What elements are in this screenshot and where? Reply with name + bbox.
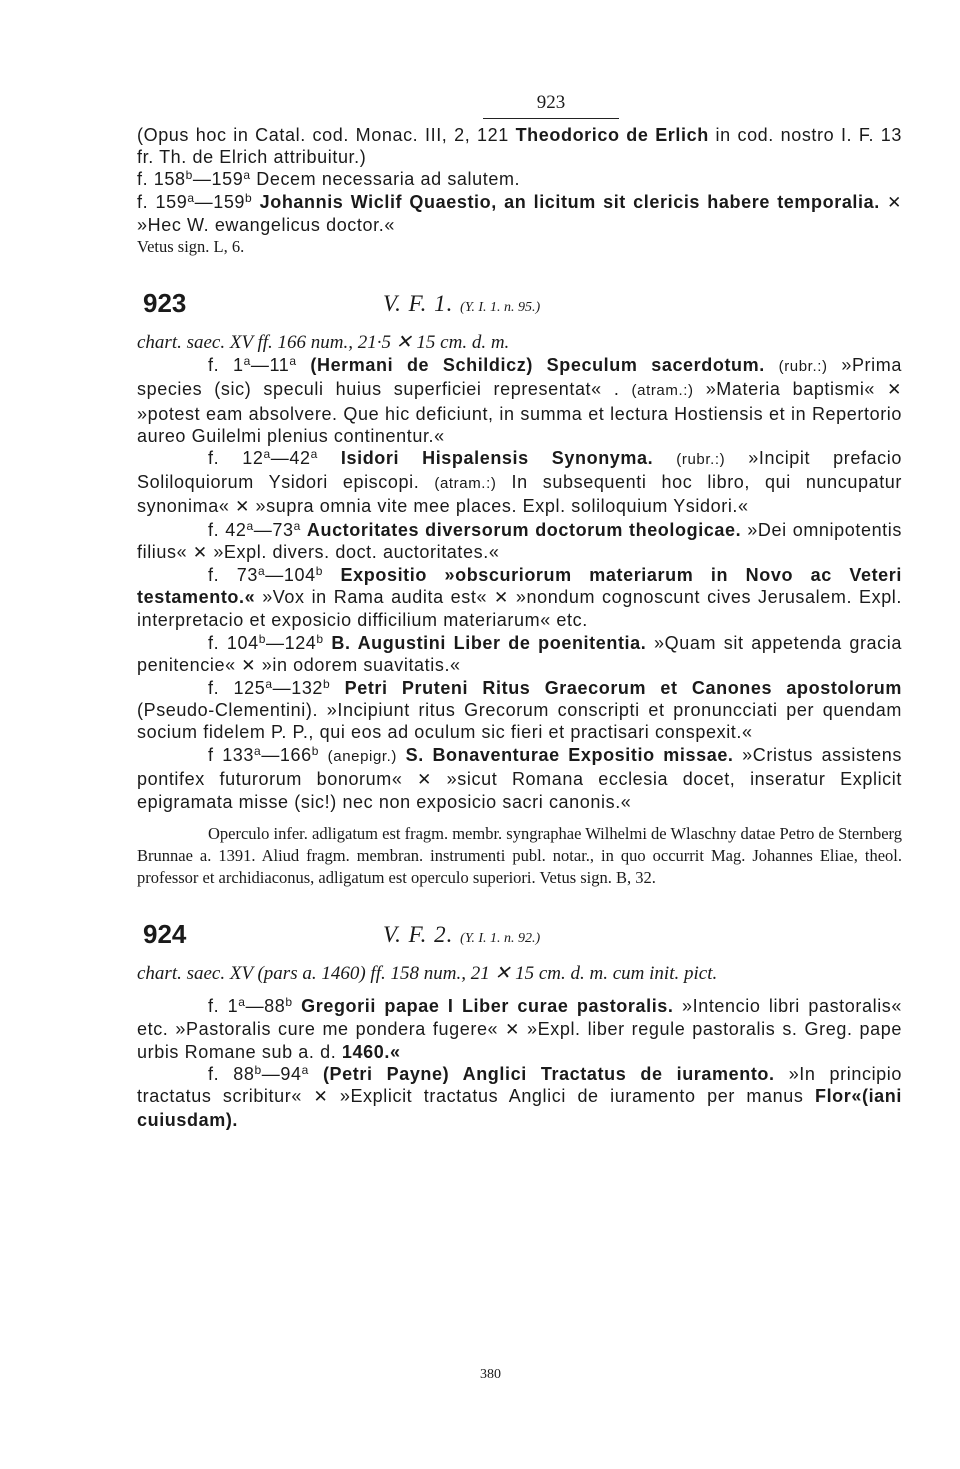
content-item: f 133$^a$—166$^b$ (anepigr.) S. Bonaventurae Expositio missae. »Cristus assistens pontifex futurorum bonorum« ✕ »sicut Romana ecclesia docet, inseratur Explicit epigramata misse (sic!) nec non exposicio sacri canonis.« — [137, 743, 903, 813]
old-signature: Vetus sign. L, 6. — [137, 237, 245, 257]
continuation-item: f. 158$^b$—159$^a$ Decem necessaria ad salutem. — [137, 168, 521, 190]
content-item: f. 1$^a$—11$^a$ (Hermani de Schildicz) Speculum sacerdotum. (rubr.:) »Prima species (sic) speculi huius superficiei representat« . (atram.:) »Materia baptismi« ✕ »potest eam absolvere. Que hic deficiunt, in summa et lectura Hostiensis et in Repertorio aureo Guilelmi plenius continentur.« — [137, 354, 902, 446]
content-item: f. 42$^a$—73$^a$ Auctoritates diversorum doctorum theologicae. »Dei omnipotentis filius« ✕ »Expl. divers. doct. auctoritates.« — [137, 518, 902, 563]
cross-mark: ✕ — [192, 542, 208, 563]
physical-description: chart. saec. XV ff. 166 num., 21·5 ✕ 15 cm. d. m. — [137, 332, 510, 354]
footer-page-number: 380 — [480, 1367, 501, 1382]
binding-note: Operculo infer. adligatum est fragm. membr. syngraphae Wilhelmi de Wlaschny datae Petro de Sternberg Brunnae a. 1391. Aliud fragm. membran. instrumenti publ. notar., in quo occurrit Mag. Johannes Eliae, theol. professor et archidiaconus, adligatum est operculo superiori. Vetus sign. B, 32. — [137, 824, 902, 888]
content-item: f. 88$^b$—94$^a$ (Petri Payne) Anglici Tractatus de iuramento. »In principio tractatus scribitur« ✕ »Explicit tractatus Anglici de iuramento per manus Flor«(iani cuiusdam). — [137, 1063, 902, 1130]
page-header — [137, 86, 902, 124]
page-number: 923 — [536, 92, 566, 113]
shelfmark: V. F. 1. (Y. I. 1. n. 95.) — [383, 291, 541, 317]
entry-number: 924 — [143, 919, 187, 950]
physical-description: chart. saec. XV (pars a. 1460) ff. 158 num., 21 ✕ 15 cm. d. m. cum init. pict. — [137, 963, 718, 985]
cross-mark: ✕ — [417, 769, 432, 790]
shelfmark: V. F. 2. (Y. I. 1. n. 92.) — [383, 922, 541, 948]
entry-924-heading — [137, 919, 902, 963]
header-rule — [483, 118, 619, 119]
cross-mark: ✕ — [313, 1087, 329, 1108]
continuation-note: (Opus hoc in Catal. cod. Monac. III, 2, 121 Theodorico de Erlich in cod. nostro I. F. 13 fr. Th. de Elrich attribuitur.) — [137, 125, 902, 168]
content-item: f. 125$^a$—132$^b$ Petri Pruteni Ritus Graecorum et Canones apostolorum (Pseudo-Clementini). »Incipiunt ritus Grecorum conscripti et pronuncciati per quendam socium fidelem P. P., qui eos ad oculum sic fieri et practisari conspexit.« — [137, 677, 903, 743]
entry-923-heading — [137, 288, 902, 332]
content-item: f. 12$^a$—42$^a$ Isidori Hispalensis Synonyma. (rubr.:) »Incipit prefacio Soliloquiorum Ysidori episcopi. (atram.:) In subsequenti hoc libro, qui nuncupatur synonima« ✕ »supra omnia vite mee places. Expl. soliloquium Ysidori.« — [137, 447, 902, 518]
continuation-item: f. 159$^a$—159$^b$ Johannis Wiclif Quaestio, an licitum sit clericis habere temporalia. ✕ »Hec W. ewangelicus doctor.« — [137, 190, 902, 235]
cross-mark: ✕ — [241, 655, 257, 676]
cross-mark: ✕ — [887, 380, 902, 401]
content-item: f. 1$^a$—88$^b$ Gregorii papae I Liber curae pastoralis. »Intencio libri pastoralis« etc. »Pastoralis cure me pondera fugere« ✕ »Expl. liber regule pastoralis s. Greg. pape urbis Romane sub a. d. 1460.« — [137, 995, 903, 1062]
cross-mark: ✕ — [494, 588, 509, 609]
content-item: f. 104$^b$—124$^b$ B. Augustini Liber de poenitentia. »Quam sit appetenda gracia penitencie« ✕ »in odorem suavitatis.« — [137, 631, 902, 676]
cross-mark: ✕ — [235, 497, 250, 518]
cross-mark: ✕ — [505, 1019, 521, 1040]
catalog-page — [137, 86, 902, 1131]
entry-number: 923 — [143, 288, 187, 319]
content-item: f. 73$^a$—104$^b$ Expositio »obscuriorum materiarum in Novo ac Veteri testamento.« »Vox in Rama audita est« ✕ »nondum cognoscunt cives Jerusalem. Expl. interpretacio et exposicio difficilium materiarum« etc. — [137, 564, 903, 631]
cross-mark: ✕ — [887, 192, 902, 213]
